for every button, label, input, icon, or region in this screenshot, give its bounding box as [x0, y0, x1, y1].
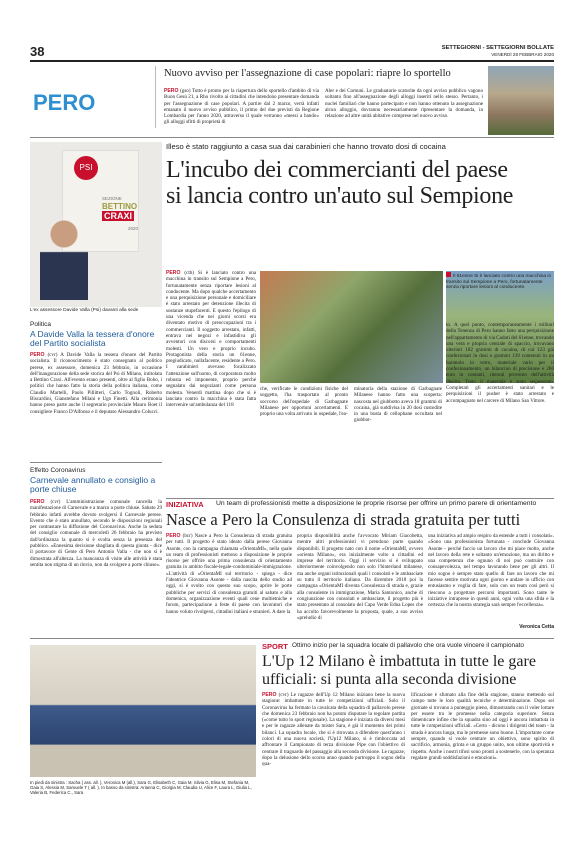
- section-divider: [155, 66, 156, 128]
- main-headline-1: L'incubo dei commercianti del paese: [166, 157, 508, 183]
- davide-valla-photo: [40, 212, 88, 300]
- psi-headline: A Davide Valla la tessera d'onore del Partito socialista: [30, 329, 155, 348]
- poster-line3: CRAXI: [104, 211, 133, 221]
- main-separator: [166, 498, 554, 499]
- consulenza-kicker: Un team di professionisti mette a disposizione le proprie risorse per offrire un primo parere di orientamento: [216, 500, 537, 507]
- header-rule: [30, 60, 554, 62]
- sempione-photo: [260, 271, 443, 383]
- sport-kicker: Ottimo inizio per la squadra locale di pallavolo che ora vuole vincere il campionato: [292, 642, 524, 649]
- section-separator: [30, 137, 554, 138]
- psi-kicker: Politica: [30, 321, 51, 328]
- main-photo-caption: Il 61enne Si è lanciato contro una macchina in transito sul Sempione a Pero, fortunatamente senza riportare lesioni al conducente.: [446, 274, 552, 291]
- main-kicker: Illeso è stato raggiunto a casa sua dai carabinieri che hanno trovato dosi di cocaina: [166, 142, 446, 151]
- consulenza-headline: Nasce a Pero la Consulenza di strada gratuita per tutti: [166, 510, 521, 529]
- corona-body: PERO (cvr) L'amministrazione comunale cancella la manifestazione di Carnevale e a marzo a porte chiuse. Sabato 29 febbraio infatti avrebbe dovuto svolgersi il Carnevale perese. Evento che è stato annullato, secondo le disposizioni regionali per contrastare la diffusione del Coronavirus. Anche la seduta del consiglio comunale di mercoledì 26 febbraio ha previsto dall'ordinanza la quanto si è svolta senza la presenza del pubblico. «Ennesima decisione sbagliata di questa giunta - dice il portavoce di Gente di Pero Antonio Valla - che non si è dimostrata all'altezza. La mancanza di visite alle attività è stata sentita non stigma di un rinvio, non da svolgere a porte chiuse».: [30, 499, 162, 568]
- psi-caption: L'ex assessore Davide Valla (Psi) davanti alla sede: [30, 308, 139, 313]
- masthead: SETTEGIORNI - SETTEGIORNI BOLLATE: [441, 45, 554, 51]
- consulenza-byline: Veronica Cetta: [519, 624, 554, 630]
- top-story-col1: PERO (gso) Tutto è pronto per la riapertura dello sportello d'ambito di via Buon Gesù 21, a Rho rivolto ai cittadini che intendono presentare domanda per l'assegnazione di case popolari. A partire dal 2 marzo, verrà infatti emanato il nuovo avviso pubblico, il primo del due previsti da Regione Lombardia per l'anno 2020, attraverso il quale verranno «messi a bando» gli alloggi sfitti di proprietà di: [164, 88, 320, 126]
- poster-line1: SEZIONE: [102, 196, 122, 201]
- main-col3: minatoria della stazione di Garbagnate Milanese hanno fatto una scoperta: nascosta nel giubbotto aveva 18 grammi di cocaina, già suddivisa in 20 dosi custodite in una busta di cellophane occultata nel giubbot-: [354, 386, 442, 424]
- corona-headline: Carnevale annullato e consiglio a porte chiuse: [30, 475, 156, 494]
- poster-year: 2020: [128, 226, 139, 231]
- main-headline-2: si lancia contro un'auto sul Sempione: [166, 183, 514, 209]
- top-story-col2: Aler e dei Comuni. Le graduatorie scaturite da ogni avviso pubblico vagono soltanto fino all'assegnazione degli alloggi inseriti nello stesso. Pertanto, i nuclei familiari che hanno partecipato e non hanno ottenuto la assegnazione alcun alloggio, dovranno necessariamente ripresentare la domanda, in relazione ad altre unità abitative comprese nel nuovo avviso.: [325, 88, 483, 120]
- sidebar-separator: [30, 462, 162, 463]
- page-number: 38: [30, 44, 45, 59]
- poster-line2: BETTINO: [102, 202, 138, 211]
- issue-date: VENERDÌ 28 FEBBRAIO 2020: [491, 52, 554, 57]
- sport-tag: SPORT: [262, 642, 288, 651]
- top-story-photo: [488, 66, 554, 135]
- sport-photo-caption: In piedi da sinistra : Sacha ( ass. all. ), Veronica M (all.), Sara G, Elisabeth C, Gaia M, Silvia G, Elisa M, Stefania M, Gaia S, Alessia M, Samuele T ( all. ). In basso da sinistra: Arianna C, Giorgia M, Claudia U, Alice F, Laura L, Giulia L, Valeria B, Federica C., Sara: [30, 780, 252, 796]
- sport-headline-1: L'Up 12 Milano è imbattuta in tutte le gare: [262, 653, 536, 670]
- volleyball-team-photo: [30, 645, 256, 777]
- psi-logo: PSI: [74, 156, 98, 180]
- section-label: PERO: [33, 90, 96, 115]
- consulenza-col1: PERO (bcr) Nasce a Pero la Consulenza di strada gratuita per tutti. Il progetto è stato ideato dalla perese Giovanna Asonte, con la campagna chiamata «OrientaMI», nella quale un team di professionisti mettono a disposizione le proprie risorse per offrire una prima consulenza di orientamento gratuita in ambito fiscale-legale-condominiale-immigrazione. «L'attività di «OrientaMI sul territorio - spiega - dice l'ideatrice Giovanna Asonte - dalla nascita dello studio ad oggi, si è svolto con questo suo scopo, aprire le porte pubbliche per servizi di consulenza gratuiti al sabato e alla domenica, organizzazione eventi quali cene multietniche e forum, partecipazione a feste di paese con lavoratori che hanno voluto rivolgersi, cittadini italiani e stranieri. A dare la: [166, 533, 293, 615]
- top-headline: Nuovo avviso per l'assegnazione di case popolari: riapre lo sportello: [164, 68, 451, 79]
- psi-body: PERO (cvr) A Davide Valla la tessera d'onore del Partito socialista. Il riconoscimento è stato consegnato al politico perese, ex assessore, domenica 23 febbraio, in occasione dell'inaugurazione della sede storica del Psi di Milano, intitolata a Bettino Craxi. All'evento erano presenti, oltre al figlio Bobo, i politici che hanno fatto la storia della politica italiana, come Claudio Martelli, Paolo Pillitteri, Carlo Tognoli, Roberto Biscardini, Gianstefano Milani e Ugo Finetti. Alla cerimonia hanno preso parte anche il segretario provinciale Mauro Boet il consigliere Franco D'Alfonso e il deputato Alessandro Colucci.: [30, 352, 163, 415]
- consulenza-col3: una iniziativa ad ampio respiro da estende a tutti i consolati». «Sono una professionista fortunata - conclude Giovanna Asonte - perché faccio un lavoro che mi piace molto, anche nel lavoro della rete e soltanto un'emozione, ma un diritto e una competenza che ognuno di noi può costruire con consapevolezza, nel tempo lavorando bene per gli altri. Il mio sogno è sempre stato quello di fare un lavoro che mi facesse sentire motivata ogni giorno e andare in ufficio con entusiasmo e voglia di fare, solo con un team così però si riescono a progettare percorsi importanti. Sono tante le iniziative intraprese in questi anni, ogni volta una sfida e la certezza che la nostra strategia sarà sempre l'eccellenza».: [428, 533, 554, 609]
- sport-col1: PERO (cvr) Le ragazze dell'Up 12 Milano iniziano bene la nuova stagione: imbattute in tutte le competizioni ufficiali. Solo il Coronavirus ha fermato la cavalcata della squadra di pallavolo perese che domenica 23 febbraio non ha potuto disputare la regolare partita («come tutto lo sport regionale). La stagione è iniziata da diversi mesi e per le ragazze allenate da mister Sara, è già il momento dei primi bilanci. La squadra locale, che si è ritrovata a difendere quest'anno i colori di una nuova società, l'Up12 Milano, si è rimboccata ad affrontare il Campionato di terza divisione Pipe con l'obiettivo di centrare il traguardo del passaggio alla seconda divisione. Le ragazze, dopo la delusione dello scorso anno quando purtroppo il sogno della qua-: [262, 692, 405, 768]
- bottom-separator: [30, 638, 554, 639]
- caption-marker: [446, 272, 451, 277]
- consulenza-col2: propria disponibilità anche l'avvocato Miriam Giacobetta, mentre altri professionisti vi prendono parte quando disponibili. Il progetto nato con il nome «OrientaMI, ovvero «orienta Milano», era inizialmente volto a cittadini ed imprese del territorio. Oggi il servizio si è sviluppato ulteriormente coinvolgendo non solo l'hinterland milanese, ma anche organi istituzionali quali i consolati e le ambasciate su tutto il territorio italiano. Da dicembre 2018 poi la campagna «OrientaMI diventa Consulenza di strada e, grazie alla consulente in immigrazione, Maria Santonico, anche di congiunzione con consolati e ambasciate, il progetto più è stato presentato al consolato del Capo Verde Edna Lopes che ha accolto favorevolmente la proposta, quale, a suo avviso «preludio di: [297, 533, 423, 621]
- sport-col2: lificazione è sfumato alla fine della stagione, stanno mettendo sul campo tutte le loro qualità tecniche e determinazione. Dopo sei giornate si trovano a punteggio pieno, dimostrando con il voler lottare per essere tra le promesse nella categoria superiore. Senza dimenticare infine che la squadra sino ad oggi è ancora imbattuta in tutte le competizioni ufficiali. «Certo - dicono i dirigenti del team - la strada è ancora lunga, ma le premesse sono buone. L'importante come sempre, quando si vuole centrare un obiettivo, sono spirito di sacrificio, armonia, grinta e un gruppo unito, non ultime sportività e rispetto. Anche i nostri tifosi sono pronti a sostenerle, con la speranza regalare grandi soddisfazioni e emozioni».: [411, 692, 554, 761]
- consulenza-tag: INIZIATIVA: [166, 500, 204, 509]
- main-col1: PERO (ctb) Si è lanciato contro una macchina in transito sul Sempione a Pero, fortunatamente senza riportare lesioni al conducente. Ma dopo qualche accertamento e una perquisizione personale e domiciliare è stato arrestato per detenzione illecita di sostanze stupefacenti. E questo l'epilogo di una vicenda che nei giorni scorsi era diventato motivo di preoccupazioni tra i commercianti. Il soggetto arrestato, infatti, entrava nei negozi e infastidiva gli avventori con discorsi e comportamenti molesti. Un vero e proprio incubo. Protagonista della storia un 61enne, pregiudicato, nullafacente, residente a Pero. I carabinieri avevano focalizzato l'attenzione sull'uomo, di corporatura molto robusta ed imponente, proprio perché segnalato dai negozianti come persona molesta. Venerdì mattina dopo che si è lanciato contro la macchina è stata fatta intervenire un'ambulanza del 118: [166, 270, 256, 409]
- main-col2: che, verificate le condizioni fisiche del soggetto, l'ha trasportato al pronto soccorso dell'ospedale di Garbagnate Milanese per opportuni accertamenti. E proprio una volta arrivato in ospedale, l'ea-: [260, 386, 348, 418]
- sport-headline-2: ufficiali: si punta alla seconda divisione: [262, 671, 517, 688]
- main-col4: to. A quel punto, contemporaneamente i militari della Tenenza di Pero hanno fatto una perquisizione nell'appartamento di via Caduti del 61enne, trovando una vera e propria centrale di spaccio, trovavano ulteriori 182 grammi di cocaina, di cui 123 già confezionati in dosi e grammi 139 contenuti in un barattolo in vetro, materiale vario per il confezionamento, un bilancino di precisione e 260 euro in contanti, ritenuti provento dell'attività illecita. Tutto il materiale è stato sequestrato. Completati gli accertamenti sanitari e le perquisizioni il pusher è stato arrestato e accompagnato nel carcere di Milano San Vittore.: [446, 322, 554, 404]
- corona-kicker: Effetto Coronavirus: [30, 467, 86, 474]
